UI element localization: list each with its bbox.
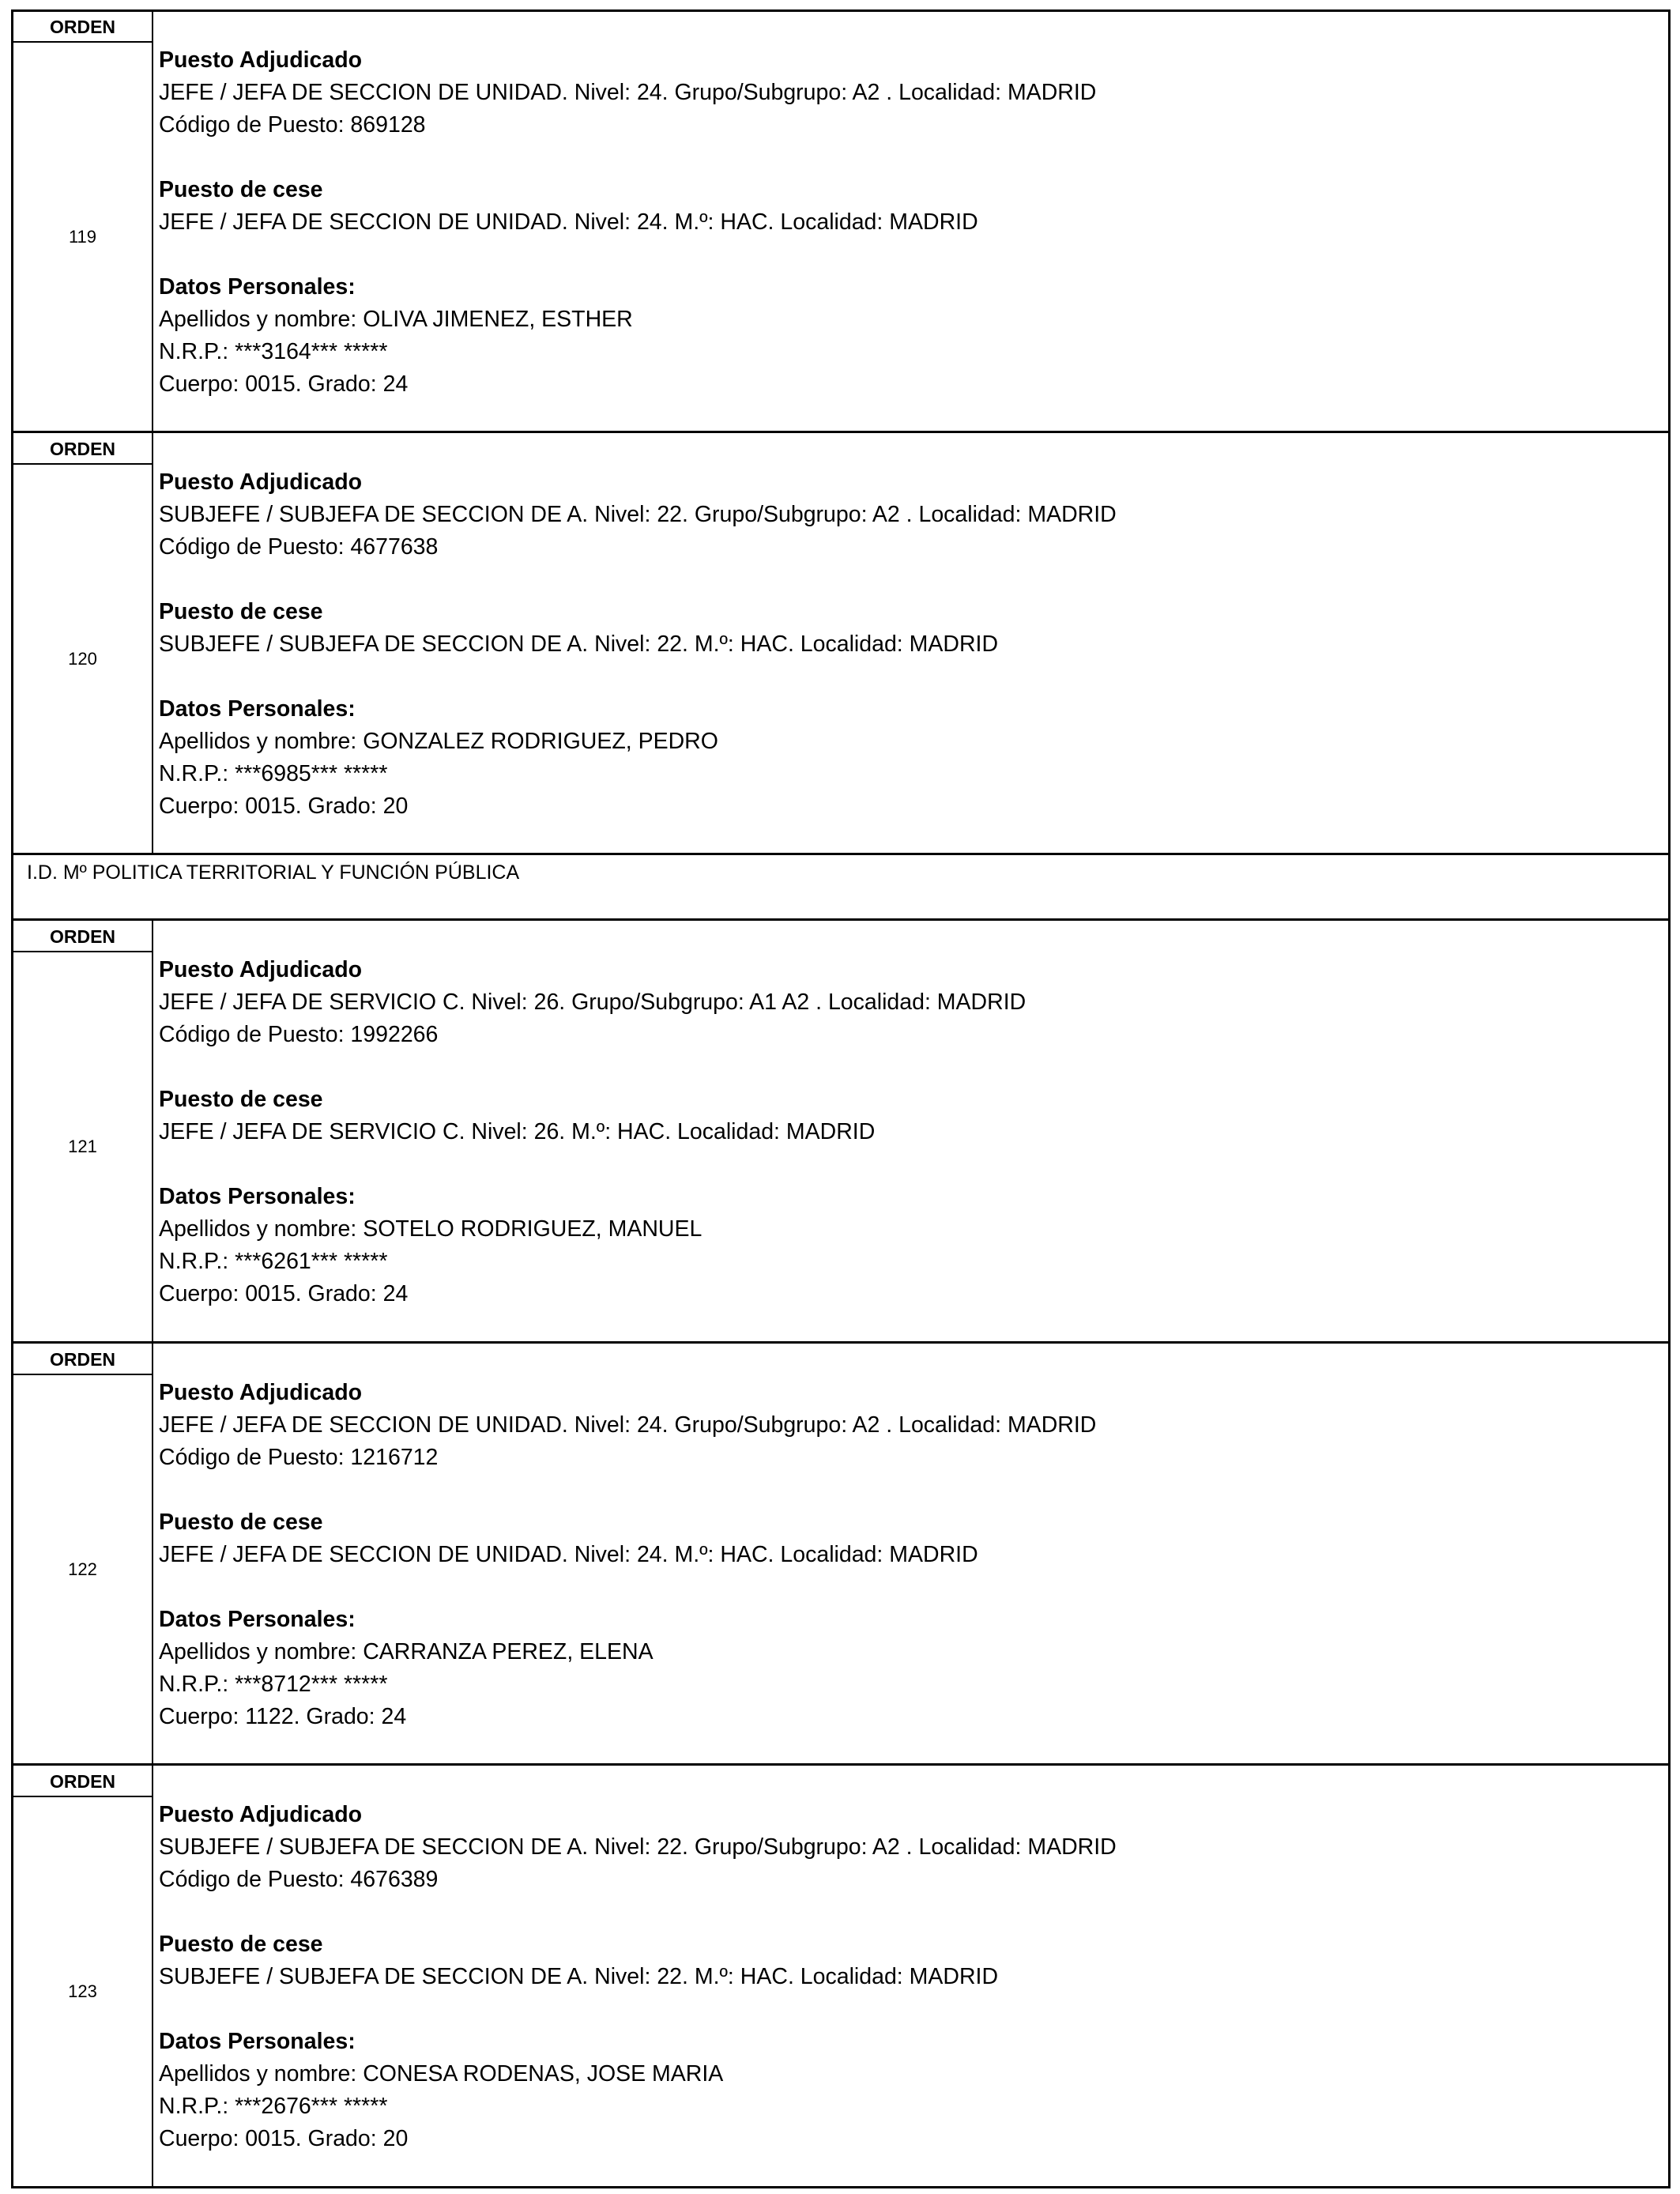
cuerpo-grado: Cuerpo: 0015. Grado: 20 <box>159 2126 409 2151</box>
nrp: N.R.P.: ***8712*** ***** <box>159 1672 388 1697</box>
datos-personales-heading: Datos Personales: <box>159 696 356 722</box>
table-row <box>11 1766 1671 2186</box>
puesto-cese-heading: Puesto de cese <box>159 177 323 202</box>
apellidos-nombre: Apellidos y nombre: CONESA RODENAS, JOSE MARIA <box>159 2061 724 2087</box>
puesto-adjudicado-heading: Puesto Adjudicado <box>159 1802 363 1827</box>
apellidos-nombre: Apellidos y nombre: SOTELO RODRIGUEZ, MANUEL <box>159 1216 703 1242</box>
datos-personales-heading: Datos Personales: <box>159 274 356 300</box>
puesto-cese-heading: Puesto de cese <box>159 1087 323 1112</box>
orden-cell <box>11 1766 153 2186</box>
table-row <box>11 1344 1671 1763</box>
apellidos-nombre: Apellidos y nombre: OLIVA JIMENEZ, ESTHER <box>159 307 633 332</box>
puesto-adjudicado-desc: JEFE / JEFA DE SECCION DE UNIDAD. Nivel: 24. Grupo/Subgrupo: A2 . Localidad: MADRID <box>159 1412 1097 1438</box>
puesto-adjudicado-heading: Puesto Adjudicado <box>159 47 363 73</box>
codigo-puesto: Código de Puesto: 4676389 <box>159 1867 439 1892</box>
table-row <box>11 921 1671 1341</box>
cuerpo-grado: Cuerpo: 1122. Grado: 24 <box>159 1704 407 1729</box>
section-header: I.D. Mº POLITICA TERRITORIAL Y FUNCIÓN PÚBLICA <box>11 855 1671 918</box>
orden-cell <box>11 433 153 853</box>
orden-number: 121 <box>68 1137 97 1156</box>
nrp: N.R.P.: ***3164*** ***** <box>159 339 388 364</box>
orden-label: ORDEN <box>13 1766 152 1797</box>
entry-details <box>153 1766 1671 2186</box>
puesto-adjudicado-heading: Puesto Adjudicado <box>159 957 363 982</box>
codigo-puesto: Código de Puesto: 1216712 <box>159 1445 439 1470</box>
orden-number: 123 <box>68 1981 97 2001</box>
puesto-adjudicado-desc: SUBJEFE / SUBJEFA DE SECCION DE A. Nivel: 22. Grupo/Subgrupo: A2 . Localidad: MADRID <box>159 1834 1117 1860</box>
puesto-adjudicado-heading: Puesto Adjudicado <box>159 469 363 495</box>
puesto-cese-desc: JEFE / JEFA DE SECCION DE UNIDAD. Nivel: 24. M.º: HAC. Localidad: MADRID <box>159 1542 978 1567</box>
table-row <box>11 433 1671 853</box>
entry-details <box>153 11 1671 431</box>
codigo-puesto: Código de Puesto: 4677638 <box>159 534 439 560</box>
puesto-cese-desc: SUBJEFE / SUBJEFA DE SECCION DE A. Nivel: 22. M.º: HAC. Localidad: MADRID <box>159 631 999 657</box>
table-border-bottom <box>11 2186 1671 2188</box>
orden-number: 119 <box>68 226 97 247</box>
orden-cell <box>11 1344 153 1763</box>
cuerpo-grado: Cuerpo: 0015. Grado: 24 <box>159 1281 409 1306</box>
orden-label: ORDEN <box>13 921 152 952</box>
orden-number: 120 <box>68 648 97 669</box>
orden-number: 122 <box>68 1559 97 1579</box>
entry-details <box>153 433 1671 853</box>
nrp: N.R.P.: ***6261*** ***** <box>159 1249 388 1274</box>
entry-details <box>153 921 1671 1341</box>
orden-cell <box>11 11 153 431</box>
entry-details <box>153 1344 1671 1763</box>
codigo-puesto: Código de Puesto: 1992266 <box>159 1022 439 1047</box>
puesto-cese-desc: SUBJEFE / SUBJEFA DE SECCION DE A. Nivel: 22. M.º: HAC. Localidad: MADRID <box>159 1964 999 1989</box>
orden-label: ORDEN <box>13 433 152 465</box>
apellidos-nombre: Apellidos y nombre: GONZALEZ RODRIGUEZ, PEDRO <box>159 729 718 754</box>
cuerpo-grado: Cuerpo: 0015. Grado: 20 <box>159 794 409 819</box>
orden-label: ORDEN <box>13 11 152 43</box>
nrp: N.R.P.: ***2676*** ***** <box>159 2094 388 2119</box>
cuerpo-grado: Cuerpo: 0015. Grado: 24 <box>159 371 409 397</box>
apellidos-nombre: Apellidos y nombre: CARRANZA PEREZ, ELENA <box>159 1639 654 1664</box>
datos-personales-heading: Datos Personales: <box>159 1607 356 1632</box>
orden-cell <box>11 921 153 1341</box>
orden-label: ORDEN <box>13 1344 152 1375</box>
puesto-cese-heading: Puesto de cese <box>159 1510 323 1535</box>
table-row <box>11 11 1671 431</box>
datos-personales-heading: Datos Personales: <box>159 1184 356 1209</box>
puesto-cese-desc: JEFE / JEFA DE SECCION DE UNIDAD. Nivel: 24. M.º: HAC. Localidad: MADRID <box>159 209 978 235</box>
codigo-puesto: Código de Puesto: 869128 <box>159 112 426 138</box>
puesto-adjudicado-desc: SUBJEFE / SUBJEFA DE SECCION DE A. Nivel: 22. Grupo/Subgrupo: A2 . Localidad: MADRID <box>159 502 1117 527</box>
puesto-adjudicado-heading: Puesto Adjudicado <box>159 1380 363 1405</box>
puesto-cese-heading: Puesto de cese <box>159 599 323 624</box>
puesto-adjudicado-desc: JEFE / JEFA DE SECCION DE UNIDAD. Nivel: 24. Grupo/Subgrupo: A2 . Localidad: MADRID <box>159 80 1097 105</box>
puesto-cese-desc: JEFE / JEFA DE SERVICIO C. Nivel: 26. M.º: HAC. Localidad: MADRID <box>159 1119 876 1144</box>
puesto-adjudicado-desc: JEFE / JEFA DE SERVICIO C. Nivel: 26. Grupo/Subgrupo: A1 A2 . Localidad: MADRID <box>159 990 1026 1015</box>
nrp: N.R.P.: ***6985*** ***** <box>159 761 388 786</box>
puesto-cese-heading: Puesto de cese <box>159 1932 323 1957</box>
datos-personales-heading: Datos Personales: <box>159 2029 356 2054</box>
